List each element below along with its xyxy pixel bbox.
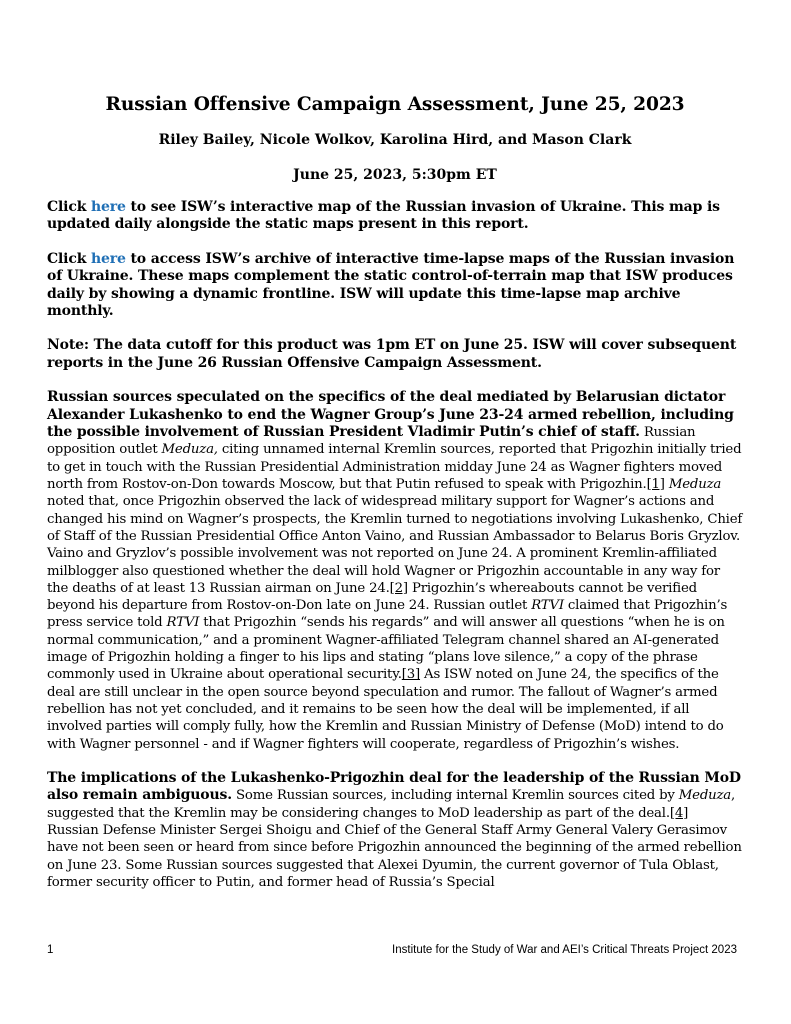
data-cutoff-note: Note: The data cutoff for this product was 1pm ET on June 25. ISW will cover subsequent reports in the June 26 Russian Offensive Campaign Assessment. [47, 337, 737, 371]
report-date: June 25, 2023, 5:30pm ET [293, 167, 497, 183]
paragraph-lead: The implications of the Lukashenko-Prigozhin deal for the leadership of the Russian MoD also remain ambiguous. [47, 769, 741, 804]
page-number: 1 [47, 944, 54, 956]
timelapse-archive-link[interactable]: here [90, 250, 126, 267]
footer-organization: Institute for the Study of War and AEI’s Critical Threats Project 2023 [392, 944, 737, 956]
report-page [47, 92, 743, 891]
footnote-link[interactable]: [2] [389, 580, 408, 596]
footnote-link[interactable]: [4] [669, 805, 689, 821]
paragraph-mod-leadership: The implications of the Lukashenko-Prigozhin deal for the leadership of the Russian MoD also remain ambiguous. Some Russian sources, including internal Kremlin sources cited by Meduza, suggested that the Kremlin may be considering changes to MoD leadership as part of the deal.[4] Russian Defense Minister Sergei Shoigu and Chief of the General Staff Army General Valery Gerasimov have not been seen or heard from since before Prigozhin announced the beginning of the armed rebellion on June 23. Some Russian sources suggested that Alexei Dyumin, the current governor of Tula Oblast, former security officer to Putin, and former head of Russia’s Special [47, 769, 742, 890]
paragraph-lead: Russian sources speculated on the specifics of the deal mediated by Belarusian dictator Alexander Lukashenko to end the Wagner Group’s June 23-24 armed rebellion, including the possible involvement of Russian President Vladimir Putin’s chief of staff. [47, 389, 734, 441]
paragraph-wagner-deal: Russian sources speculated on the specifics of the deal mediated by Belarusian dictator Alexander Lukashenko to end the Wagner Group’s June 23-24 armed rebellion, including the possible involvement of Russian President Vladimir Putin’s chief of staff. Russian opposition outlet Meduza, citing unnamed internal Kremlin sources, reported that Prigozhin initially tried to get in touch with the Russian Presidential Administration midday June 24 as Wagner fighters moved north from Rostov-on-Don towards Moscow, but that Putin refused to speak with Prigozhin.[1] Meduza noted that, once Prigozhin observed the lack of widespread military support for Wagner’s actions and changed his mind on Wagner’s prospects, the Kremlin turned to negotiations involving Lukashenko, Chief of Staff of the Russian Presidential Office Anton Vaino, and Russian Ambassador to Belarus Boris Gryzlov. Vaino and Gryzlov’s possible involvement was not reported on June 24. A prominent Kremlin-affiliated milblogger also questioned whether the deal will hold Wagner or Prigozhin accountable in any way for the deaths of at least 13 Russian airman on June 24.[2] Prigozhin’s whereabouts cannot be verified beyond his departure from Rostov-on-Don late on June 24. Russian outlet RTVI claimed that Prigozhin’s press service told RTVI that Prigozhin “sends his regards” and will answer all questions “when he is on normal communication,” and a prominent Wagner-affiliated Telegram channel shared an AI-generated image of Prigozhin holding a finger to his lips and stating “plans love silence,” a copy of the phrase commonly used in Ukraine about operational security.[3] As ISW noted on June 24, the specifics of the deal are still unclear in the open source beyond speculation and rumor. The fallout of Wagner’s armed rebellion has not yet concluded, and it remains to be seen how the deal will be implemented, if all involved parties will comply fully, how the Kremlin and Russian Ministry of Defense (MoD) intend to do with Wagner personnel - and if Wagner fighters will cooperate, regardless of Prigozhin’s wishes. [47, 389, 743, 752]
footnote-link[interactable]: [3] [401, 667, 421, 683]
interactive-map-link[interactable]: here [90, 199, 126, 215]
report-authors: Riley Bailey, Nicole Wolkov, Karolina Hird, and Mason Clark [158, 132, 632, 148]
interactive-map-notice: Click here to see ISW’s interactive map of the Russian invasion of Ukraine. This map is updated daily alongside the static maps present in this report. [47, 199, 720, 233]
footnote-link[interactable]: [1] [646, 477, 665, 493]
timelapse-archive-notice: Click here to access ISW’s archive of interactive time-lapse maps of the Russian invasion of Ukraine. These maps complement the static control-of-terrain map that ISW produces daily by showing a dynamic frontline. ISW will update this time-lapse map archive monthly. [47, 250, 735, 320]
report-title: Russian Offensive Campaign Assessment, June 25, 2023 [105, 94, 685, 115]
